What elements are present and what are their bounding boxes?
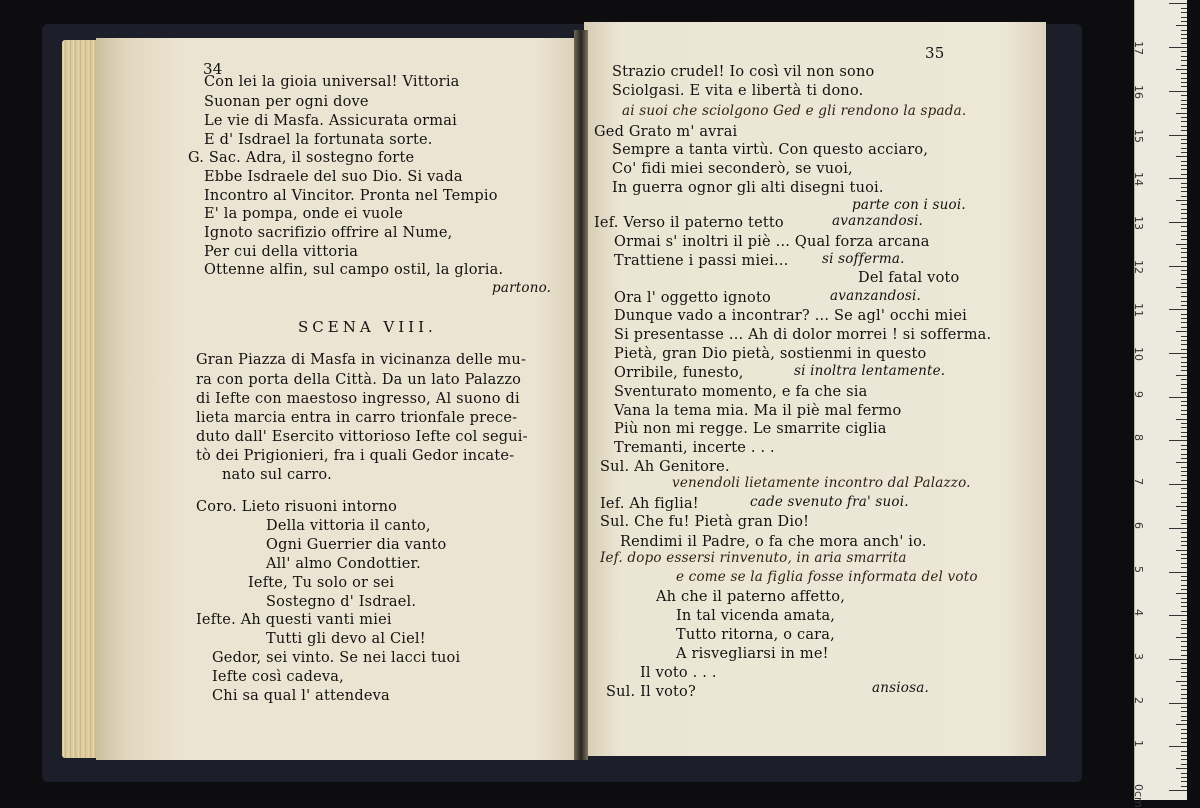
- ruler-tick: [1181, 480, 1187, 481]
- text-line: Più non mi regge. Le smarrite ciglia: [614, 421, 887, 437]
- ruler-tick: [1181, 602, 1187, 603]
- ruler-tick: [1181, 366, 1187, 367]
- ruler-tick: [1181, 95, 1187, 96]
- ruler-number: 0cm: [1132, 784, 1145, 808]
- text-line: In guerra ognor gli alti disegni tuoi.: [612, 180, 884, 196]
- ruler-tick: [1181, 449, 1187, 450]
- speaker-line: Iefte. Ah questi vanti miei: [196, 612, 392, 628]
- ruler-tick: [1181, 86, 1187, 87]
- ruler-tick: [1181, 169, 1187, 170]
- ruler-tick: [1176, 462, 1187, 463]
- ruler-tick: [1181, 650, 1187, 651]
- ruler-tick: [1181, 65, 1187, 66]
- text-line: Con lei la gioia universal! Vittoria: [204, 74, 460, 90]
- page-number-right: 35: [925, 44, 945, 62]
- text-line: Dunque vado a incontrar? ... Se agl' occhi miei: [614, 308, 967, 324]
- ruler-tick: [1169, 47, 1187, 48]
- verse-line: Tutto ritorna, o cara,: [676, 627, 835, 643]
- stage-direction: si inoltra lentamente.: [794, 363, 946, 379]
- ruler-tick: [1181, 51, 1187, 52]
- ruler-tick: [1181, 458, 1187, 459]
- ruler-tick: [1181, 606, 1187, 607]
- ruler-tick: [1181, 252, 1187, 253]
- verse-line: Il voto . . .: [640, 665, 717, 681]
- ruler-tick: [1181, 21, 1187, 22]
- ruler-tick: [1181, 497, 1187, 498]
- ruler-tick: [1181, 676, 1187, 677]
- ruler-tick: [1181, 34, 1187, 35]
- ruler-tick: [1181, 786, 1187, 787]
- ruler-tick: [1176, 375, 1187, 376]
- ruler-tick: [1181, 598, 1187, 599]
- text-line: Vana la tema mia. Ma il piè mal fermo: [614, 403, 902, 419]
- text-line: Sempre a tanta virtù. Con questo acciaro,: [612, 142, 929, 158]
- ruler-tick: [1181, 104, 1187, 105]
- ruler-tick: [1181, 454, 1187, 455]
- text-line: Del fatal voto: [858, 270, 960, 286]
- ruler-tick: [1181, 126, 1187, 127]
- ruler-tick: [1181, 733, 1187, 734]
- ruler-tick: [1181, 624, 1187, 625]
- ruler-tick: [1181, 279, 1187, 280]
- ruler-tick: [1181, 541, 1187, 542]
- scene-description-line: di Iefte con maestoso ingresso, Al suono di: [196, 391, 520, 407]
- ruler-tick: [1176, 768, 1187, 769]
- ruler-tick: [1181, 663, 1187, 664]
- text-line: Si presentasse ... Ah di dolor morrei ! si sofferma.: [614, 327, 992, 343]
- ruler-number: 5: [1132, 565, 1145, 573]
- stage-direction: Ief. dopo essersi rinvenuto, in aria smarrita: [600, 550, 907, 566]
- ruler-tick: [1181, 707, 1187, 708]
- ruler-tick: [1181, 152, 1187, 153]
- verse-line: Ogni Guerrier dia vanto: [266, 537, 447, 553]
- ruler-number: 14: [1132, 172, 1145, 187]
- ruler-tick: [1181, 231, 1187, 232]
- ruler-tick: [1181, 423, 1187, 424]
- ruler-tick: [1181, 641, 1187, 642]
- ruler-tick: [1181, 8, 1187, 9]
- ruler-tick: [1181, 558, 1187, 559]
- ruler-tick: [1181, 379, 1187, 380]
- ruler-tick: [1181, 720, 1187, 721]
- ruler-tick: [1181, 580, 1187, 581]
- book-gutter: [574, 30, 588, 760]
- stage-direction: ansiosa.: [872, 680, 929, 696]
- ruler-number: 4: [1132, 609, 1145, 617]
- ruler-tick: [1169, 528, 1187, 529]
- ruler-tick: [1169, 790, 1187, 791]
- ruler-tick: [1169, 266, 1187, 267]
- ruler-tick: [1181, 274, 1187, 275]
- ruler-tick: [1181, 191, 1187, 192]
- verse-line: Gedor, sei vinto. Se nei lacci tuoi: [212, 650, 461, 666]
- ruler-number: 17: [1132, 41, 1145, 56]
- speaker-line: Ief. Verso il paterno tetto: [594, 215, 784, 231]
- stage-direction: avanzandosi.: [832, 213, 923, 229]
- ruler-tick: [1176, 69, 1187, 70]
- ruler-tick: [1181, 17, 1187, 18]
- speaker-line: Sul. Il voto?: [606, 684, 696, 700]
- scene-description-line: nato sul carro.: [222, 467, 332, 483]
- stage-direction: parte con i suoi.: [852, 197, 966, 213]
- ruler-tick: [1181, 751, 1187, 752]
- text-line: Sventurato momento, e fa che sia: [614, 384, 868, 400]
- page-number-left: 34: [203, 60, 223, 78]
- text-line: Ormai s' inoltri il piè ... Qual forza arcana: [614, 234, 930, 250]
- ruler-tick: [1176, 25, 1187, 26]
- verse-line: A risvegliarsi in me!: [676, 646, 829, 662]
- ruler-tick: [1176, 200, 1187, 201]
- ruler-tick: [1181, 56, 1187, 57]
- ruler-tick: [1169, 353, 1187, 354]
- verse-line: In tal vicenda amata,: [676, 608, 836, 624]
- ruler-tick: [1169, 135, 1187, 136]
- verse-line: Tutti gli devo al Ciel!: [266, 631, 426, 647]
- ruler-tick: [1169, 3, 1187, 4]
- text-line: Co' fidi miei seconderò, se vuoi,: [612, 161, 853, 177]
- ruler-tick: [1181, 305, 1187, 306]
- speaker-line: Ged Grato m' avrai: [594, 124, 738, 140]
- ruler-tick: [1169, 484, 1187, 485]
- ruler-tick: [1181, 187, 1187, 188]
- ruler-tick: [1181, 209, 1187, 210]
- text-line: Per cui della vittoria: [204, 244, 359, 260]
- ruler-tick: [1181, 563, 1187, 564]
- ruler-number: 6: [1132, 521, 1145, 529]
- ruler-number: 10: [1132, 347, 1145, 361]
- ruler-tick: [1181, 248, 1187, 249]
- ruler-tick: [1181, 270, 1187, 271]
- ruler-tick: [1181, 502, 1187, 503]
- ruler-tick: [1169, 440, 1187, 441]
- ruler-tick: [1181, 213, 1187, 214]
- ruler-tick: [1181, 357, 1187, 358]
- text-line: Strazio crudel! Io così vil non sono: [612, 64, 875, 80]
- ruler-tick: [1176, 331, 1187, 332]
- ruler-number: 13: [1132, 215, 1145, 230]
- text-line: Incontro al Vincitor. Pronta nel Tempio: [204, 188, 498, 204]
- ruler-number: 12: [1132, 259, 1145, 274]
- ruler-number: 16: [1132, 84, 1145, 99]
- ruler-tick: [1181, 694, 1187, 695]
- ruler-tick: [1169, 178, 1187, 179]
- ruler-tick: [1181, 174, 1187, 175]
- ruler-tick: [1181, 82, 1187, 83]
- ruler-tick: [1169, 222, 1187, 223]
- ruler-number: 7: [1132, 478, 1145, 486]
- ruler-tick: [1181, 475, 1187, 476]
- ruler-tick: [1181, 322, 1187, 323]
- text-line: Sciolgasi. E vita e libertà ti dono.: [612, 83, 864, 99]
- stage-direction: ai suoi che sciolgono Ged e gli rendono la spada.: [622, 103, 967, 119]
- scene-description-line: ra con porta della Città. Da un lato Palazzo: [196, 372, 522, 388]
- speaker-line: G. Sac. Adra, il sostegno forte: [188, 150, 415, 166]
- ruler-tick: [1181, 510, 1187, 511]
- speaker-line: Ief. Ah figlia!: [600, 496, 699, 512]
- ruler-tick: [1169, 659, 1187, 660]
- ruler-tick: [1181, 405, 1187, 406]
- ruler-tick: [1181, 392, 1187, 393]
- ruler-tick: [1181, 78, 1187, 79]
- text-line: Ebbe Isdraele del suo Dio. Si vada: [204, 169, 463, 185]
- ruler-tick: [1181, 226, 1187, 227]
- ruler-tick: [1181, 759, 1187, 760]
- ruler-tick: [1181, 427, 1187, 428]
- ruler-tick: [1181, 672, 1187, 673]
- ruler-tick: [1181, 401, 1187, 402]
- ruler-tick: [1181, 301, 1187, 302]
- ruler-tick: [1176, 550, 1187, 551]
- verse-line: Iefte così cadeva,: [212, 669, 344, 685]
- ruler-tick: [1181, 165, 1187, 166]
- ruler-tick: [1176, 419, 1187, 420]
- ruler-tick: [1181, 12, 1187, 13]
- ruler-tick: [1181, 764, 1187, 765]
- ruler-tick: [1176, 244, 1187, 245]
- ruler-tick: [1181, 467, 1187, 468]
- ruler-tick: [1181, 183, 1187, 184]
- ruler-tick: [1181, 30, 1187, 31]
- ruler-tick: [1176, 724, 1187, 725]
- ruler-tick: [1181, 646, 1187, 647]
- ruler-number: 15: [1132, 128, 1145, 143]
- ruler-tick: [1181, 292, 1187, 293]
- text-line: Tremanti, incerte . . .: [614, 440, 775, 456]
- ruler-tick: [1181, 777, 1187, 778]
- ruler-tick: [1181, 239, 1187, 240]
- ruler-tick: [1176, 287, 1187, 288]
- ruler-tick: [1176, 506, 1187, 507]
- ruler-tick: [1169, 615, 1187, 616]
- ruler-tick: [1181, 196, 1187, 197]
- ruler-tick: [1181, 235, 1187, 236]
- ruler-tick: [1181, 218, 1187, 219]
- measuring-ruler: [1132, 0, 1187, 808]
- ruler-tick: [1169, 309, 1187, 310]
- ruler-tick: [1181, 327, 1187, 328]
- speaker-line: Sul. Ah Genitore.: [600, 459, 730, 475]
- text-line: Ora l' oggetto ignoto: [614, 290, 771, 306]
- text-line: Trattiene i passi miei...: [614, 253, 789, 269]
- scene-description-line: tò dei Prigionieri, fra i quali Gedor incate-: [196, 448, 515, 464]
- ruler-number: 3: [1132, 652, 1145, 660]
- ruler-tick: [1181, 388, 1187, 389]
- ruler-tick: [1181, 532, 1187, 533]
- text-line: E' la pompa, onde ei vuole: [204, 206, 404, 222]
- verse-line: All' almo Condottier.: [266, 556, 421, 572]
- ruler-tick: [1181, 445, 1187, 446]
- scene-heading: SCENA VIII.: [298, 318, 437, 336]
- ruler-tick: [1181, 410, 1187, 411]
- ruler-tick: [1169, 703, 1187, 704]
- ruler-tick: [1181, 161, 1187, 162]
- ruler-tick: [1169, 397, 1187, 398]
- ruler-tick: [1181, 488, 1187, 489]
- stage-direction: avanzandosi.: [830, 288, 921, 304]
- ruler-tick: [1181, 143, 1187, 144]
- speaker-line: Coro. Lieto risuoni intorno: [196, 499, 398, 515]
- ruler-number: 1: [1132, 740, 1145, 748]
- ruler-tick: [1181, 589, 1187, 590]
- ruler-tick: [1181, 493, 1187, 494]
- ruler-tick: [1181, 685, 1187, 686]
- scene-description-line: Gran Piazza di Masfa in vicinanza delle mu-: [196, 352, 527, 368]
- ruler-tick: [1181, 60, 1187, 61]
- ruler-tick: [1181, 139, 1187, 140]
- ruler-tick: [1181, 314, 1187, 315]
- ruler-tick: [1181, 283, 1187, 284]
- verse-line: Della vittoria il canto,: [266, 518, 431, 534]
- ruler-tick: [1181, 655, 1187, 656]
- text-line: Suonan per ogni dove: [204, 94, 369, 110]
- verse-line: Chi sa qual l' attendeva: [212, 688, 390, 704]
- ruler-number: 11: [1132, 303, 1145, 318]
- ruler-tick: [1181, 773, 1187, 774]
- ruler-tick: [1181, 100, 1187, 101]
- ruler-tick: [1181, 515, 1187, 516]
- ruler-tick: [1181, 519, 1187, 520]
- ruler-tick: [1181, 633, 1187, 634]
- ruler-tick: [1181, 384, 1187, 385]
- ruler-tick: [1181, 43, 1187, 44]
- ruler-tick: [1181, 370, 1187, 371]
- stage-direction: e come se la figlia fosse informata del voto: [676, 569, 978, 585]
- ruler-tick: [1181, 432, 1187, 433]
- ruler-tick: [1181, 38, 1187, 39]
- scene-description-line: duto dall' Esercito vittorioso Iefte col segui-: [196, 429, 528, 445]
- ruler-tick: [1176, 637, 1187, 638]
- ruler-tick: [1181, 545, 1187, 546]
- ruler-tick: [1181, 781, 1187, 782]
- stage-direction: cade svenuto fra' suoi.: [750, 494, 909, 510]
- stage-direction: si sofferma.: [822, 251, 905, 267]
- verse-line: Iefte, Tu solo or sei: [248, 575, 395, 591]
- ruler-tick: [1181, 414, 1187, 415]
- ruler-tick: [1181, 73, 1187, 74]
- stage-direction: partono.: [492, 280, 552, 296]
- ruler-tick: [1176, 113, 1187, 114]
- ruler-tick: [1181, 716, 1187, 717]
- ruler-tick: [1181, 585, 1187, 586]
- ruler-tick: [1176, 681, 1187, 682]
- text-line: Pietà, gran Dio pietà, sostienmi in questo: [614, 346, 927, 362]
- ruler-tick: [1181, 698, 1187, 699]
- ruler-number: 8: [1132, 434, 1145, 442]
- ruler-tick: [1181, 148, 1187, 149]
- ruler-tick: [1176, 593, 1187, 594]
- ruler-tick: [1181, 729, 1187, 730]
- ruler-tick: [1181, 336, 1187, 337]
- ruler-tick: [1181, 742, 1187, 743]
- ruler-tick: [1181, 554, 1187, 555]
- ruler-tick: [1181, 344, 1187, 345]
- ruler-tick: [1181, 567, 1187, 568]
- verse-line: Ah che il paterno affetto,: [656, 589, 846, 605]
- scene-description-line: lieta marcia entra in carro trionfale prece-: [196, 410, 518, 426]
- ruler-tick: [1181, 121, 1187, 122]
- ruler-tick: [1169, 572, 1187, 573]
- ruler-tick: [1181, 620, 1187, 621]
- ruler-tick: [1181, 296, 1187, 297]
- stage-direction: venendoli lietamente incontro dal Palazzo.: [672, 475, 971, 491]
- ruler-tick: [1181, 340, 1187, 341]
- ruler-tick: [1181, 261, 1187, 262]
- ruler-tick: [1181, 117, 1187, 118]
- ruler-tick: [1181, 349, 1187, 350]
- ruler-tick: [1181, 611, 1187, 612]
- verse-line: Sostegno d' Isdrael.: [266, 594, 417, 610]
- ruler-tick: [1181, 523, 1187, 524]
- ruler-tick: [1181, 576, 1187, 577]
- text-line: Ignoto sacrifizio offrire al Nume,: [204, 225, 453, 241]
- ruler-tick: [1169, 91, 1187, 92]
- ruler-tick: [1181, 362, 1187, 363]
- ruler-tick: [1181, 471, 1187, 472]
- speaker-line: Sul. Che fu! Pietà gran Dio!: [600, 514, 810, 530]
- text-line: Rendimi il Padre, o fa che mora anch' io.: [620, 534, 927, 550]
- text-line: Ottenne alfin, sul campo ostil, la gloria.: [204, 262, 504, 278]
- ruler-tick: [1181, 318, 1187, 319]
- ruler-tick: [1181, 130, 1187, 131]
- ruler-number: 2: [1132, 696, 1145, 704]
- ruler-tick: [1181, 204, 1187, 205]
- ruler-tick: [1181, 689, 1187, 690]
- ruler-tick: [1181, 738, 1187, 739]
- ruler-tick: [1181, 436, 1187, 437]
- ruler-number: 9: [1132, 390, 1145, 398]
- ruler-tick: [1181, 711, 1187, 712]
- ruler-tick: [1181, 628, 1187, 629]
- text-line: Orribile, funesto,: [614, 365, 744, 381]
- ruler-tick: [1181, 755, 1187, 756]
- ruler-tick: [1181, 257, 1187, 258]
- text-line: Le vie di Masfa. Assicurata ormai: [204, 113, 457, 129]
- ruler-tick: [1181, 537, 1187, 538]
- ruler-tick: [1169, 746, 1187, 747]
- ruler-tick: [1181, 668, 1187, 669]
- ruler-tick: [1181, 108, 1187, 109]
- ruler-tick: [1176, 156, 1187, 157]
- text-line: E d' Isdrael la fortunata sorte.: [204, 132, 433, 148]
